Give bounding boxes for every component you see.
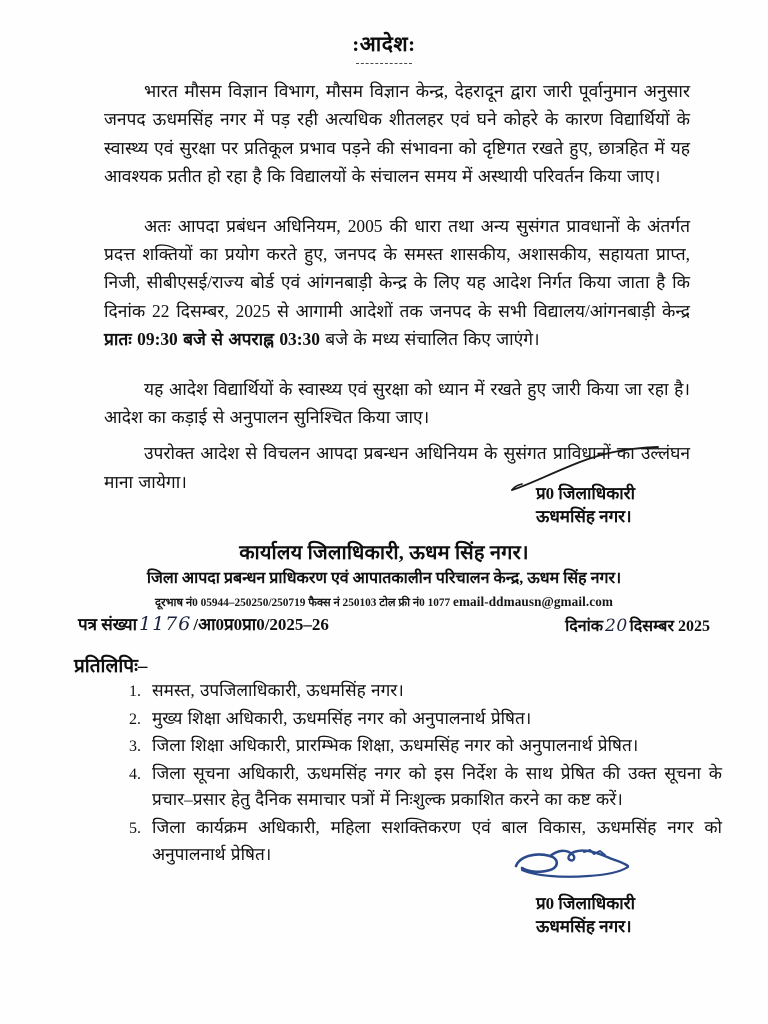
date-field bbox=[565, 614, 710, 636]
list-item: 3. जिला शिक्षा अधिकारी, प्रारम्भिक शिक्षा, ऊधमसिंह नगर को अनुपालनार्थ प्रेषित। bbox=[146, 733, 722, 760]
date-label: दिनांक bbox=[565, 618, 604, 635]
paragraph-forecast: भारत मौसम विज्ञान विभाग, मौसम विज्ञान केन्द्र, देहरादून द्वारा जारी पूर्वानुमान अनुसार जनपद ऊधमसिंह नगर में पड़ रही अत्यधिक शीतलहर एवं घने कोहरे के कारण विद्यार्थियों के स्वास्थ्य एवं सुरक्षा पर प्रतिकूल प्रभाव पड़ने की संभावना को दृष्टिगत रखते हुए, छात्रहित में यह आवश्यक प्रतीत हो रहा है कि विद्यालयों के संचालन समय में अस्थायी परिवर्तन किया जाए। bbox=[104, 81, 690, 186]
copy-to-list bbox=[118, 678, 722, 869]
title-underline-rule bbox=[356, 63, 412, 64]
paragraph-order-lead: अतः आपदा प्रबंधन अधिनियम, 2005 की धारा तथा अन्य सुसंगत प्रावधानों के अंतर्गत प्रदत्त शक्तियों का प्रयोग करते हुए, जनपद के समस्त शासकीय, अशासकीय, सहायता प्राप्त, निजी, सीबीएसई/राज्य बोर्ड एवं आंगनबाड़ी केन्द्र के लिए यह आदेश निर्गत किया जाता है कि दिनांक 22 दिसम्बर, 2025 से आगामी आदेशों तक जनपद के सभी विद्यालय/आंगनबाड़ी केन्द्र bbox=[104, 215, 690, 321]
list-item: 1. समस्त, उपजिलाधिकारी, ऊधमसिंह नगर। bbox=[146, 678, 722, 705]
date-day-handwritten: 20 bbox=[605, 616, 628, 636]
title-block bbox=[0, 0, 768, 64]
office-email: email-ddmausn@gmail.com bbox=[453, 594, 613, 609]
paragraph-order-tail: बजे के मध्य संचालित किए जाएंगे। bbox=[319, 328, 540, 349]
office-authority-name: जिला आपदा प्रबन्धन प्राधिकरण एवं आपातकालीन परिचालन केन्द्र, ऊधम सिंह नगर। bbox=[146, 570, 622, 587]
office-phone-fax: दूरभाष नं0 05944–250250/250719 फैक्स नं 250103 टोल फ्री नं0 1077 bbox=[154, 597, 451, 609]
office-letterhead bbox=[0, 540, 768, 613]
page-title: :आदेश: bbox=[352, 32, 416, 56]
school-timing-bold: प्रातः 09:30 बजे से अपराह्न 03:30 bbox=[104, 328, 320, 349]
list-item: 4. जिला सूचना अधिकारी, ऊधमसिंह नगर को इस निर्देश के साथ प्रेषित की उक्त सूचना के प्रचार–प्रसार हेतु दैनिक समाचार पत्रों में निःशुल्क प्रकाशित करने का कष्ट करें। bbox=[146, 761, 722, 814]
document-body bbox=[0, 77, 768, 496]
reference-row bbox=[0, 612, 768, 644]
office-name: कार्यालय जिलाधिकारी, ऊधम सिंह नगर। bbox=[239, 542, 529, 564]
date-month-year: दिसम्बर 2025 bbox=[629, 618, 710, 635]
blue-signature-icon bbox=[506, 846, 636, 892]
list-item: 5. जिला कार्यक्रम अधिकारी, महिला सशक्तिकरण एवं बाल विकास, ऊधमसिंह नगर को अनुपालनार्थ प्रेषित। bbox=[146, 815, 722, 868]
letter-number-field bbox=[78, 612, 329, 635]
paragraph-order bbox=[104, 212, 690, 353]
letter-number-handwritten: 1176 bbox=[139, 613, 192, 635]
signatory-lower bbox=[536, 892, 635, 938]
paragraph-compliance: यह आदेश विद्यार्थियों के स्वास्थ्य एवं सुरक्षा को ध्यान में रखते हुए जारी किया जा रहा है। आदेश का कड़ाई से अनुपालन सुनिश्चित किया जाए। bbox=[104, 378, 690, 428]
signatory-upper-designation: प्र0 जिलाधिकारी bbox=[536, 484, 636, 503]
paragraph-violation: उपरोक्त आदेश से विचलन आपदा प्रबन्धन अधिनियम के सुसंगत प्राविधानों का उल्लंघन माना जायेगा। bbox=[104, 443, 690, 492]
letter-number-label: पत्र संख्या bbox=[78, 615, 137, 634]
office-contact-line bbox=[0, 592, 768, 613]
signatory-upper bbox=[536, 482, 635, 528]
signatory-lower-district: ऊधमसिंह नगर। bbox=[536, 917, 632, 936]
list-item: 2. मुख्य शिक्षा अधिकारी, ऊधमसिंह नगर को अनुपालनार्थ प्रेषित। bbox=[146, 706, 722, 733]
signatory-lower-designation: प्र0 जिलाधिकारी bbox=[536, 894, 636, 913]
letter-number-suffix: /आ0प्र0प्रा0/2025–26 bbox=[193, 615, 329, 634]
signatory-upper-district: ऊधमसिंह नगर। bbox=[536, 507, 632, 526]
copy-to-heading: प्रतिलिपिः– bbox=[74, 656, 148, 677]
